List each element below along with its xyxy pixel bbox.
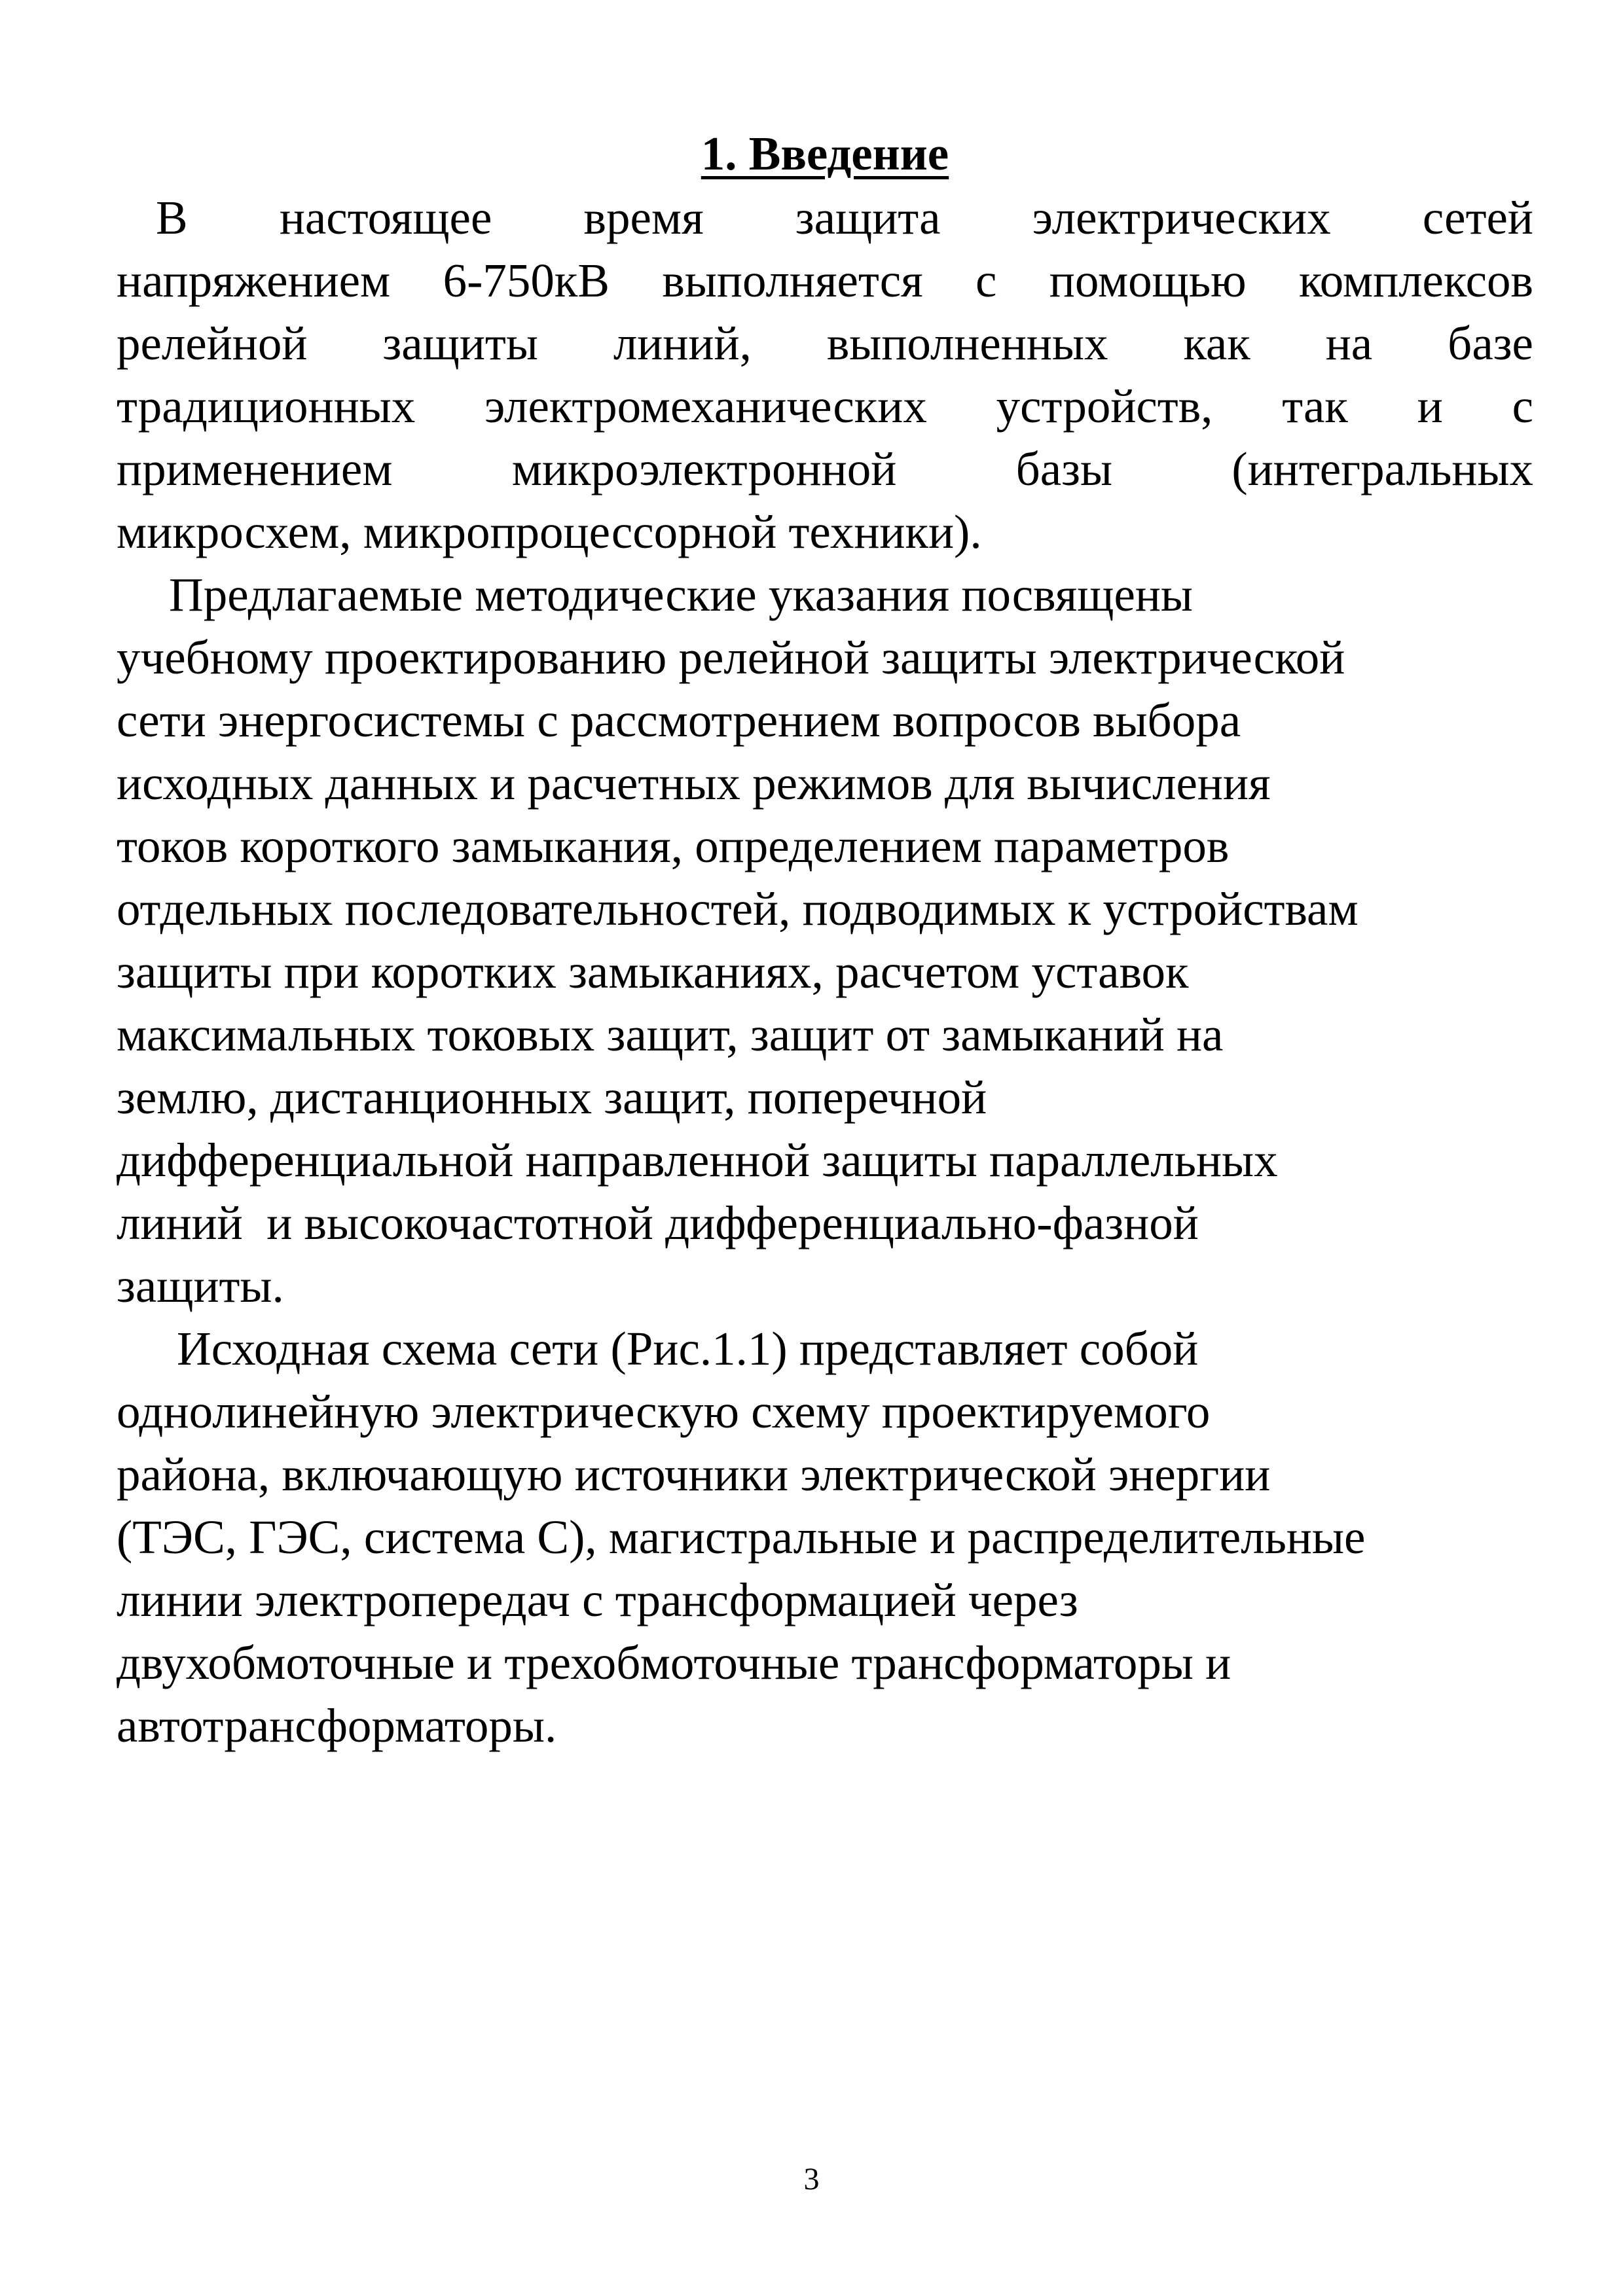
word: базы [1015,442,1113,495]
word: так [1282,380,1348,433]
paragraph-2-line: защиты. [117,1259,284,1312]
word: защита [795,191,941,244]
paragraph-2-line: землю, дистанционных защит, поперечной [117,1071,987,1124]
word: как [1183,317,1250,370]
word: (интегральных [1231,442,1533,495]
word: напряжением [117,254,391,307]
page-content [117,121,1533,1757]
paragraph-3 [117,1318,1533,1757]
paragraph-2 [117,564,1533,1318]
paragraph-1-line-2 [117,249,1533,312]
paragraph-2-line: линий и высокочастотной дифференциально-фазной [117,1196,1199,1249]
word: применением [117,442,393,495]
section-heading: 1. Введение [701,127,949,180]
paragraph-3-line: линии электропередач с трансформацией через [117,1573,1078,1626]
word: микроэлектронной [511,442,897,495]
word: и [1417,380,1443,433]
paragraph-1-line-5 [117,438,1533,501]
paragraph-3-line: автотрансформаторы. [117,1699,557,1752]
paragraph-2-line: Предлагаемые методические указания посвящены [169,568,1193,621]
word: помощью [1049,254,1247,307]
paragraph-1-line-4 [117,375,1533,438]
paragraph-3-line: района, включающую источники электрической энергии [117,1448,1271,1501]
word: выполняется [662,254,923,307]
page-number: 3 [803,2162,820,2197]
word: защиты [382,317,538,370]
paragraph-2-line: сети энергосистемы с рассмотрением вопросов выбора [117,694,1241,747]
paragraph-3-line: (ТЭС, ГЭС, система С), магистральные и распределительные [117,1511,1366,1564]
paragraph-2-line: дифференциальной направленной защиты параллельных [117,1134,1278,1187]
paragraph-2-line: учебному проектированию релейной защиты электрической [117,631,1345,684]
word: релейной [117,317,308,370]
word: сетей [1422,191,1533,244]
paragraph-2-line: отдельных последовательностей, подводимых к устройствам [117,882,1359,935]
paragraph-2-line: исходных данных и расчетных режимов для вычисления [117,757,1271,810]
word: комплексов [1299,254,1533,307]
paragraph-1-line-3 [117,312,1533,375]
word: время [583,191,704,244]
word: с [1512,380,1533,433]
word: выполненных [826,317,1108,370]
paragraph-1 [117,187,1533,564]
paragraph-2-line: максимальных токовых защит, защит от замыканий на [117,1008,1224,1061]
paragraph-2-line: защиты при коротких замыканиях, расчетом уставок [117,945,1189,998]
word: 6-750кВ [443,254,610,307]
paragraph-1-line-6: микросхем, микропроцессорной техники). [117,505,982,558]
paragraph-3-line: Исходная схема сети (Рис.1.1) представляет собой [177,1322,1199,1375]
word: традиционных [117,380,416,433]
word: В [156,191,188,244]
paragraph-1-line-1 [117,187,1533,249]
word: на [1325,317,1373,370]
word: с [976,254,997,307]
word: устройств, [996,380,1213,433]
word: линий, [613,317,752,370]
word: электрических [1032,191,1331,244]
word: настоящее [279,191,492,244]
word: базе [1448,317,1533,370]
word: электромеханических [484,380,927,433]
paragraph-3-line: однолинейную электрическую схему проектируемого [117,1385,1211,1438]
paragraph-2-line: токов короткого замыкания, определением параметров [117,819,1230,872]
paragraph-3-line: двухобмоточные и трехобмоточные трансформаторы и [117,1636,1231,1689]
